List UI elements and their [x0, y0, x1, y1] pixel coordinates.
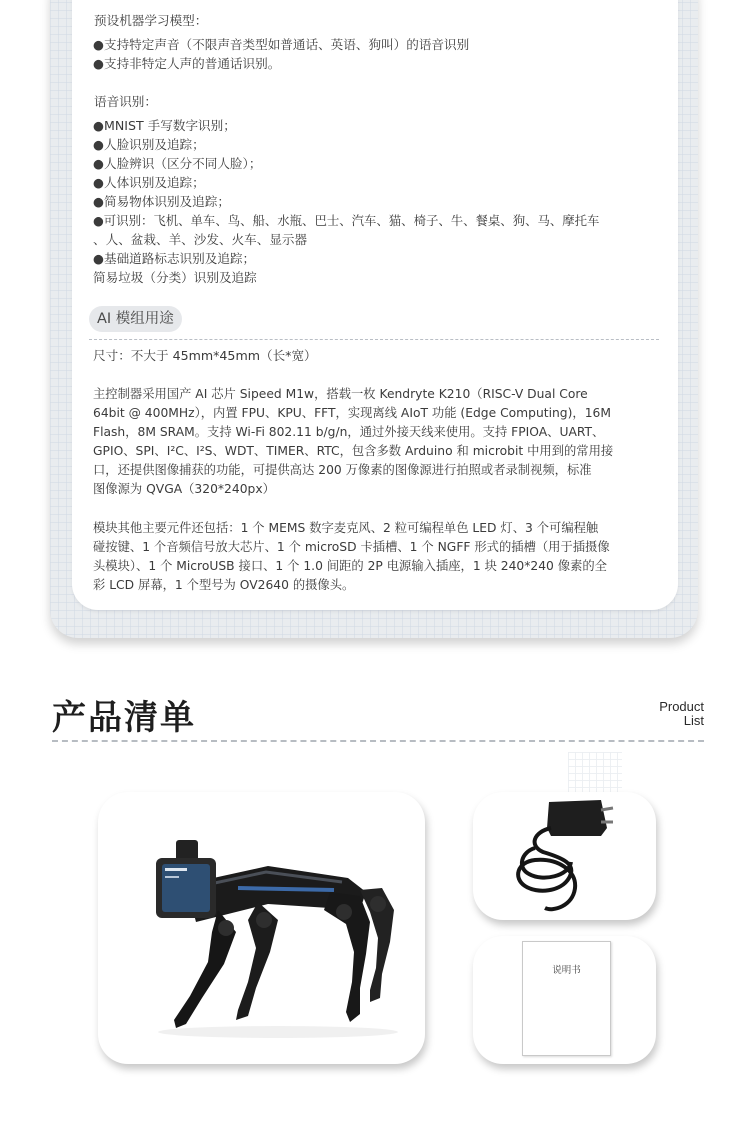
voice-item: ●人体识别及追踪；: [93, 175, 205, 190]
other-components-paragraph: [93, 519, 661, 595]
paragraph-line: 碰按键、1 个音频信号放大芯片、1 个 microSD 卡插槽、1 个 NGFF 形式的插槽（用于插摄像: [93, 540, 610, 554]
en-title-line: List: [683, 713, 704, 728]
paragraph-line: 模块其他主要元件还包括：1 个 MEMS 数字麦克风、2 粒可编程单色 LED 灯、3 个可编程触: [93, 521, 599, 535]
preset-item: ●支持特定声音（不限声音类型如普通话、英语、狗叫）的语音识别: [93, 37, 470, 52]
voice-item: ●简易物体识别及追踪；: [93, 194, 230, 209]
preset-heading: 预设机器学习模型：: [94, 13, 208, 28]
manual-label: 说明书: [552, 965, 581, 976]
voice-item: 、人、盆栽、羊、沙发、火车、显示器: [93, 232, 308, 247]
preset-item: ●支持非特定人声的普通话识别。: [93, 56, 281, 71]
paragraph-line: 彩 LCD 屏幕，1 个型号为 OV2640 的摄像头。: [93, 578, 355, 592]
robot-dog-card: [98, 792, 425, 1064]
voice-item: 简易垃圾（分类）识别及追踪: [93, 270, 257, 285]
en-title-line: Product: [659, 699, 704, 714]
robot-dog-image: [98, 792, 425, 1064]
voice-item: ●基础道路标志识别及追踪；: [93, 251, 256, 266]
module-usage-pill: AI 模组用途: [89, 306, 182, 332]
voice-heading: 语音识别：: [94, 94, 157, 109]
voice-item: ●可识别：飞机、单车、鸟、船、水瓶、巴士、汽车、猫、椅子、牛、餐桌、狗、马、摩托车: [93, 213, 600, 228]
header-divider: [52, 740, 704, 742]
paragraph-line: 口，还提供图像捕获的功能，可提供高达 200 万像素的图像源进行拍照或者录制视频，标准: [93, 463, 592, 477]
paragraph-line: 64bit @ 400MHz），内置 FPU、KPU、FFT，实现离线 AIoT 功能 (Edge Computing)，16M: [93, 406, 611, 420]
power-adapter-image: [473, 792, 656, 920]
paragraph-line: 头模块）、1 个 MicroUSB 接口、1 个 1.0 间距的 2P 电源输入插座，1 块 240*240 像素的全: [93, 559, 607, 573]
voice-item: ●人脸辨识（区分不同人脸）；: [93, 156, 262, 171]
paragraph-line: 图像源为 QVGA（320*240px）: [93, 482, 275, 496]
section-divider: [89, 339, 659, 340]
product-list-en-title: [659, 700, 704, 728]
voice-item: ●人脸识别及追踪；: [93, 137, 205, 152]
voice-item: ●MNIST 手写数字识别；: [93, 118, 236, 133]
paragraph-line: GPIO、SPI、I²C、I²S、WDT、TIMER、RTC，包含多数 Arduino 和 microbit 中用到的常用接: [93, 444, 614, 458]
manual-booklet-image: [522, 941, 611, 1056]
product-list-title: 产品清单: [52, 698, 196, 738]
paragraph-line: 主控制器采用国产 AI 芯片 Sipeed M1w，搭载一枚 Kendryte K210（RISC-V Dual Core: [93, 387, 588, 401]
main-controller-paragraph: [93, 385, 661, 499]
size-line: 尺寸：不大于 45mm*45mm（长*宽）: [93, 348, 317, 363]
power-adapter-card: [473, 792, 656, 920]
paragraph-line: Flash，8M SRAM。支持 Wi-Fi 802.11 b/g/n，通过外接天线来使用。支持 FPIOA、UART、: [93, 425, 605, 439]
